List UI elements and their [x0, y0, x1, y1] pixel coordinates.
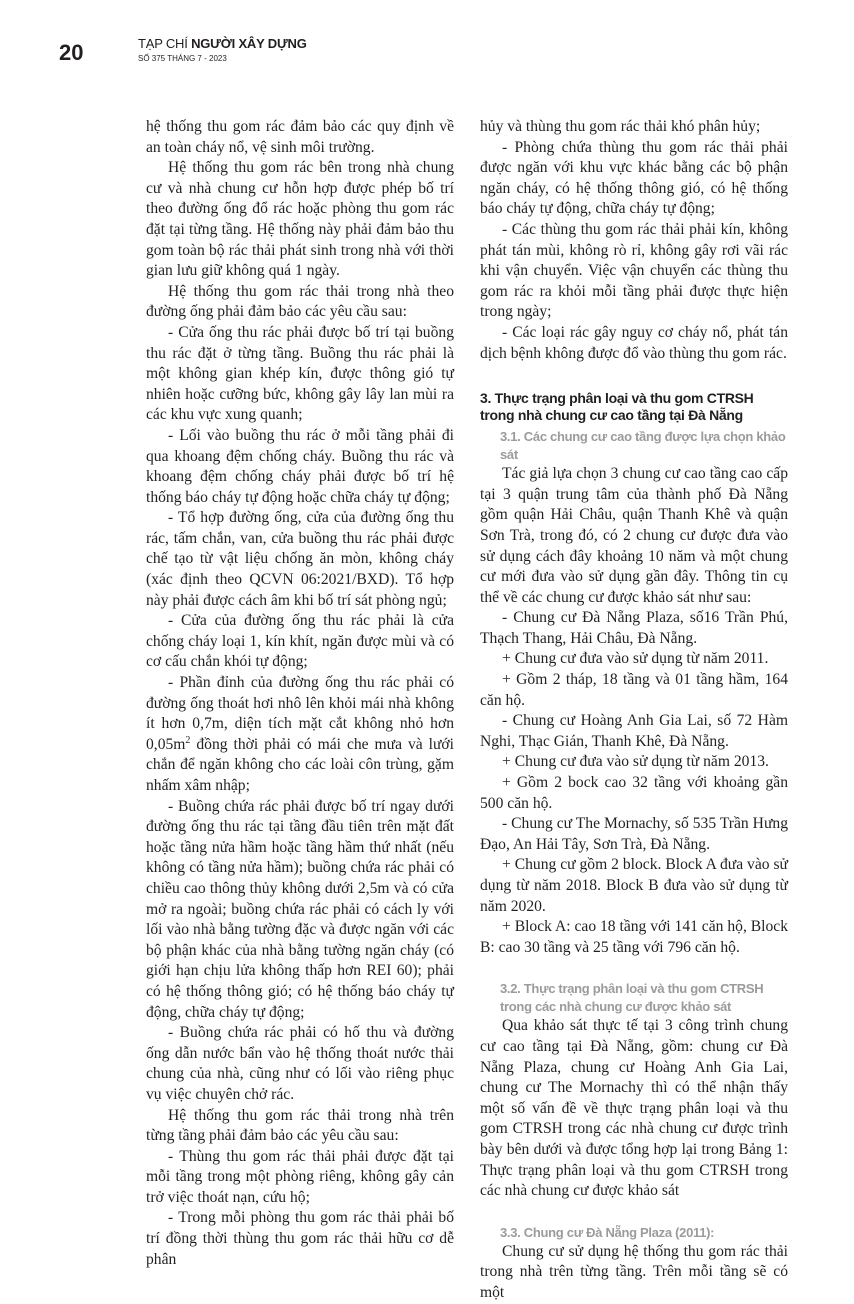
superscript: 2: [185, 734, 191, 746]
paragraph: Tác giả lựa chọn 3 chung cư cao tầng cao cấp tại 3 quận trung tâm của thành phố Đà Nẵng gồm quận Hải Châu, quận Thanh Khê và quận Sơn Trà, trong đó, có 2 chung cư được đưa vào sử dụng cách đây khoảng 10 năm và một chung cư mới đưa vào sử dụng gần đây. Thông tin cụ thể về các chung cư được khảo sát như sau:: [480, 465, 788, 606]
paragraph: - Tổ hợp đường ống, cửa của đường ống thu rác, tấm chắn, van, cửa buồng thu rác phải được chế tạo từ vật liệu chống ăn mòn, không cháy (xác định theo QCVN 06:2021/BXD). Tổ hợp này phải được cách âm khi bố trí sát phòng ngủ;: [146, 509, 454, 609]
paragraph: - Buồng chứa rác phải được bố trí ngay dưới đường ống thu rác tại tầng đầu tiên trên mặt đất hoặc tầng nửa hầm hoặc tầng hầm thứ nhất (nếu không có tầng nửa hầm); buồng chứa rác phải có chiều cao thông thủy không dưới 2,5m và có cửa mở ra ngoài; buồng chứa rác phải có cách ly với lối vào nhà bằng tường đặc và được ngăn với các bộ phận khác của nhà bằng tường ngăn cháy (có giới hạn chịu lửa không thấp hơn REI 60); phải có hệ thống thông gió; có hệ thống báo cháy tự động, chữa cháy tự động;: [146, 797, 454, 1021]
left-column: [146, 117, 454, 1270]
paragraph: - Thùng thu gom rác thải phải được đặt tại mỗi tầng trong một phòng riêng, không gây cản trở việc thoát nạn, cứu hộ;: [146, 1147, 454, 1206]
paragraph: - Cửa của đường ống thu rác phải là cửa chống cháy loại 1, kín khít, ngăn được mùi và có cơ cấu chắn khói tự động;: [146, 612, 454, 671]
paragraph: - Lối vào buồng thu rác ở mỗi tầng phải đi qua khoang đệm chống cháy. Buồng thu rác và khoang đệm chống cháy phải được bố trí hệ thống báo cháy tự động hoặc chữa cháy tự động;: [146, 426, 454, 506]
subheading-3-1: 3.1. Các chung cư cao tầng được lựa chọn khảo sát: [500, 429, 786, 463]
paragraph: + Chung cư đưa vào sử dụng từ năm 2011.: [502, 650, 769, 668]
paragraph: + Chung cư gồm 2 block. Block A đưa vào sử dụng từ năm 2018. Block B đưa vào sử dụng từ năm 2020.: [480, 856, 788, 915]
subheading-3-3: 3.3. Chung cư Đà Nẵng Plaza (2011):: [500, 1224, 715, 1240]
section-heading-3: 3. Thực trạng phân loại và thu gom CTRSH trong nhà chung cư cao tầng tại Đà Nẵng: [480, 390, 754, 424]
paragraph: - Chung cư The Mornachy, số 535 Trần Hưng Đạo, An Hải Tây, Sơn Trà, Đà Nẵng.: [480, 815, 788, 853]
paragraph: hệ thống thu gom rác đảm bảo các quy định về an toàn cháy nổ, vệ sinh môi trường.: [146, 118, 454, 156]
paragraph: - Trong mỗi phòng thu gom rác thải phải bố trí đồng thời thùng thu gom rác thải hữu cơ dễ phân: [146, 1209, 454, 1268]
right-column: [480, 117, 788, 1304]
paragraph: Hệ thống thu gom rác thải trong nhà trên từng tầng phải đảm bảo các yêu cầu sau:: [146, 1106, 454, 1145]
roof-text-after: đồng thời phải có mái che mưa và lưới chắn để ngăn không cho các loài côn trùng, gặm nhấm xâm nhập;: [146, 735, 454, 794]
paragraph: - Các loại rác gây nguy cơ cháy nổ, phát tán dịch bệnh không được đổ vào thùng thu gom rác.: [480, 323, 788, 362]
paragraph: + Chung cư đưa vào sử dụng từ năm 2013.: [502, 753, 769, 771]
paragraph: + Gồm 2 bock cao 32 tầng với khoảng gần 500 căn hộ.: [480, 774, 788, 812]
paragraph: - Các thùng thu gom rác thải phải kín, không phát tán mùi, không rò rỉ, không gây rơi vãi rác khi vận chuyển. Việc vận chuyển các thùng thu gom rác ra khỏi mỗi tầng phải được thực hiện trong ngày;: [480, 220, 788, 321]
paragraph: - Buồng chứa rác phải có hố thu và đường ống dẫn nước bẩn vào hệ thống thoát nước thải chung của nhà, cũng như có lối vào riêng phục vụ việc chuyên chở rác.: [146, 1024, 454, 1103]
issue-line: SỐ 375 THÁNG 7 - 2023: [138, 54, 227, 63]
paragraph: - Chung cư Hoàng Anh Gia Lai, số 72 Hàm Nghi, Thạc Gián, Thanh Khê, Đà Nẵng.: [480, 712, 788, 750]
paragraph: Hệ thống thu gom rác thải trong nhà theo đường ống phải đảm bảo các yêu cầu sau:: [146, 282, 454, 321]
magazine-prefix: TẠP CHÍ: [138, 36, 192, 51]
magazine-name: NGƯỜI XÂY DỰNG: [191, 36, 307, 51]
magazine-title: [138, 36, 307, 51]
paragraph: [146, 673, 454, 797]
paragraph: Hệ thống thu gom rác bên trong nhà chung cư và nhà chung cư hỗn hợp được phép bố trí theo đường ống đổ rác hoặc phòng thu gom rác đặt tại từng tầng. Hệ thống này phải đảm bảo thu gom toàn bộ rác thải phát sinh trong nhà với thời gian lưu giữ không quá 1 ngày.: [146, 159, 454, 280]
paragraph: Qua khảo sát thực tế tại 3 công trình chung cư cao tầng tại Đà Nẵng, gồm: chung cư Đà Nẵng Plaza, chung cư Hoàng Anh Gia Lai, chung cư The Mornachy thì có thể nhận thấy một số vấn đề về thực trạng phân loại và thu gom CTRSH trong các nhà chung cư được trình bày bên dưới và được tổng hợp lại trong Bảng 1: Thực trạng phân loại và thu gom CTRSH trong các nhà chung cư được khảo sát: [480, 1017, 788, 1200]
paragraph: + Block A: cao 18 tầng với 141 căn hộ, Block B: cao 30 tầng và 25 tầng với 796 căn hộ.: [480, 918, 788, 956]
page-header: [0, 0, 854, 80]
paragraph: - Chung cư Đà Nẵng Plaza, số16 Trần Phú, Thạch Thang, Hải Châu, Đà Nẵng.: [480, 609, 788, 647]
paragraph: Chung cư sử dụng hệ thống thu gom rác thải trong nhà trên từng tầng. Trên mỗi tầng sẽ có một: [480, 1242, 788, 1301]
roof-text-before: - Phần đỉnh của đường ống thu rác phải có đường ống thoát hơi nhô lên khỏi mái nhà không ít hơn 0,7m, diện tích mặt cắt không nhỏ hơn 0,05m: [146, 674, 454, 753]
paragraph: + Gồm 2 tháp, 18 tầng và 01 tầng hầm, 164 căn hộ.: [480, 671, 788, 709]
page-number: 20: [59, 40, 84, 65]
paragraph: - Cửa ống thu rác phải được bố trí tại buồng thu rác đặt ở từng tầng. Buồng thu rác phải là một không gian khép kín, được thông gió tự nhiên hoặc cưỡng bức, không gây lây lan mùi ra các khu vực xung quanh;: [146, 323, 454, 424]
subheading-3-2: 3.2. Thực trạng phân loại và thu gom CTRSH trong các nhà chung cư được khảo sát: [500, 981, 764, 1015]
paragraph: - Phòng chứa thùng thu gom rác thải phải được ngăn với khu vực khác bằng các bộ phận ngăn cháy, có hệ thống thông gió, có hệ thống báo cháy tự động, chữa cháy tự động;: [480, 138, 788, 218]
paragraph: hủy và thùng thu gom rác thải khó phân hủy;: [480, 118, 761, 135]
